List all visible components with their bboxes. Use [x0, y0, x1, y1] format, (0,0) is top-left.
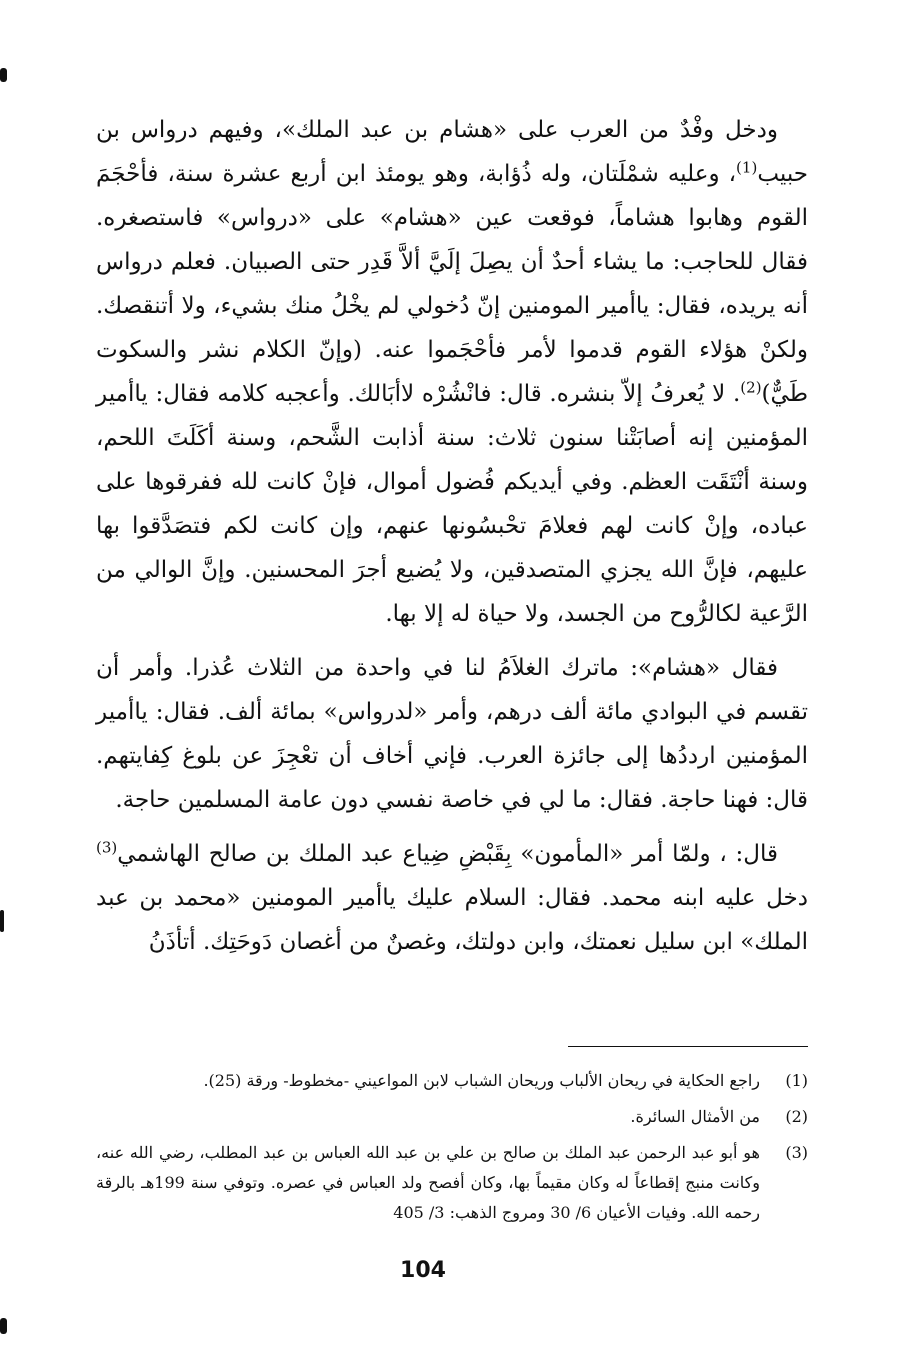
- page-number: 104: [400, 1258, 446, 1283]
- paragraph-3-text: قال: ، ولمّا أمر «المأمون» بِقَبْضِ ضِياع عبد الملك بن صالح الهاشمي: [117, 841, 778, 867]
- footnote-text: من الأمثال السائرة.: [630, 1107, 760, 1126]
- paragraph-1-text-cont: ، وعليه شمْلَتان، وله ذُؤابة، وهو يومئذ ابن أربع عشرة سنة، فأحْجَمَ القوم وهابوا هشاماً، فوقعت عين «هشام» على «درواس» فاستصغره. فقال للحاجب: ما يشاء أحدٌ أن يصِلَ إلَيَّ ألاَّ قَدِر حتى الصبيان. فعلم درواس أنه يريده، فقال: ياأمير المومنين إنّ دُخولي لم يخْلُ منك بشيء، ولا أتنقصك. ولكنْ هؤلاء القوم قدموا لأمر فأحْجَموا عنه. (وإنّ الكلام نشر والسكوت طَيٌّ): [96, 161, 808, 407]
- scan-mark: [0, 68, 7, 82]
- footnote-text: راجع الحكاية في ريحان الألباب وريحان الشباب لابن المواعيني -مخطوط- ورقة (25).: [203, 1071, 760, 1090]
- footnote-number: (1): [785, 1071, 808, 1090]
- footnote-number: (2): [785, 1107, 808, 1126]
- scan-mark: [0, 1318, 7, 1334]
- footnote-divider: [568, 1046, 808, 1047]
- footnote-ref-1[interactable]: (1): [736, 158, 758, 177]
- footnote-ref-3[interactable]: (3): [96, 838, 118, 857]
- footnote-1: [96, 1066, 808, 1096]
- footnotes: [96, 1066, 808, 1228]
- paragraph-3-text-cont: دخل عليه ابنه محمد. فقال: السلام عليك ياأمير المومنين «محمد بن عبد الملك» ابن سليل نعمتك، وابن دولتك، وغصنٌ من أغصان دَوحَتِك. أتأذَنُ: [96, 885, 808, 955]
- footnote-number: (3): [785, 1143, 808, 1162]
- paragraph-2: [96, 646, 808, 822]
- paragraph-2-text: فقال «هشام»: ماترك الغلاَمُ لنا في واحدة من الثلاث عُذرا. وأمر أن تقسم في البوادي مائة ألف درهم، وأمر «لدرواس» بمائة ألف. فقال: ياأمير المؤمنين ارددُها إلى جائزة العرب. فإني أخاف أن تعْجِزَ عن بلوغ كِفايتهم. قال: فهنا حاجة. فقال: ما لي في خاصة نفسي دون عامة المسلمين حاجة.: [96, 655, 808, 813]
- footnote-2: [96, 1102, 808, 1132]
- paragraph-1-text: ودخل وفْدٌ من العرب على «هشام بن عبد الملك»، وفيهم درواس بن حبيب: [96, 117, 808, 187]
- main-text: [96, 108, 808, 964]
- footnote-ref-2[interactable]: (2): [740, 378, 762, 397]
- paragraph-1: [96, 108, 808, 636]
- scan-mark: [0, 910, 4, 932]
- paragraph-3: [96, 832, 808, 964]
- paragraph-1-text-end: . لا يُعرفُ إلاّ بنشره. قال: فانْشُرْه لاأبَالك. وأعجبه كلامه فقال: ياأمير المؤمنين إنه أصابَتْنا سنون ثلاث: سنة أذابت الشَّحم، وسنة أكَلَتَ اللحم، وسنة أنْتَقَت العظم. وفي أيديكم فُضول أموال، فإنْ كانت لله ففرقوها على عباده، وإنْ كانت لهم فعلامَ تحْبسُونها عنهم، وإن كانت لكم فتصَدَّقوا بها عليهم، فإنَّ الله يجزي المتصدقين، ولا يُضيع أجرَ المحسنين. وإنَّ الوالي من الرَّعية لكالرُّوح من الجسد، ولا حياة له إلا بها.: [96, 381, 808, 627]
- footnote-3: [96, 1138, 808, 1228]
- footnote-text: هو أبو عبد الرحمن عبد الملك بن صالح بن علي بن عبد الله العباس بن عبد المطلب، رضي الله عنه، وكانت منبج إقطاعاً له وكان مقيماً بها، وكان أفصح ولد العباس في عصره. وتوفي سنة 199هـ بالرقة رحمه الله. وفيات الأعيان 6/ 30 ومروج الذهب: 3/ 405: [96, 1143, 761, 1222]
